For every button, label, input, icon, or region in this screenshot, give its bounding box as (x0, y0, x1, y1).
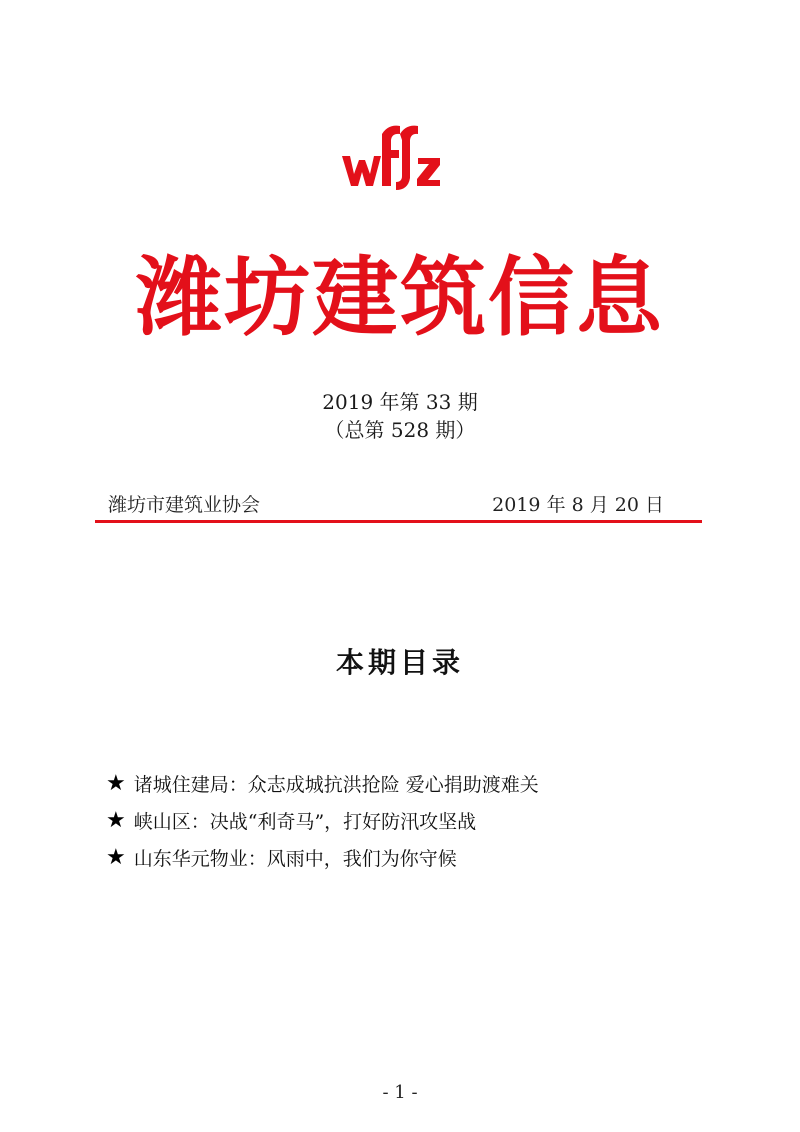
wfjz-logo (338, 120, 448, 192)
star-icon: ★ (106, 845, 126, 870)
publication-date: 2019 年 8 月 20 日 (492, 494, 664, 516)
issue-total-number: （总第 528 期） (324, 418, 476, 442)
wfjz-logo-graphic (338, 120, 448, 192)
toc-item-text: 峡山区：决战“利奇马”，打好防汛攻坚战 (133, 811, 477, 833)
star-icon: ★ (106, 771, 126, 796)
header-divider (95, 520, 702, 523)
masthead-title: 潍坊建筑信息 (136, 247, 664, 348)
toc-list (106, 765, 539, 876)
toc-item-text: 诸城住建局：众志成城抗洪抢险 爱心捐助渡难关 (133, 774, 539, 796)
toc-item[interactable] (106, 802, 539, 839)
page-number: - 1 - (382, 1082, 418, 1103)
publisher-name: 潍坊市建筑业协会 (108, 494, 261, 516)
toc-item[interactable] (106, 765, 539, 802)
publication-header (108, 490, 664, 520)
issue-number: 2019 年第 33 期 (322, 390, 478, 414)
star-icon: ★ (106, 808, 126, 833)
toc-item-text: 山东华元物业：风雨中，我们为你守候 (133, 848, 457, 870)
toc-title: 本期目录 (335, 646, 464, 679)
toc-item[interactable] (106, 839, 539, 876)
